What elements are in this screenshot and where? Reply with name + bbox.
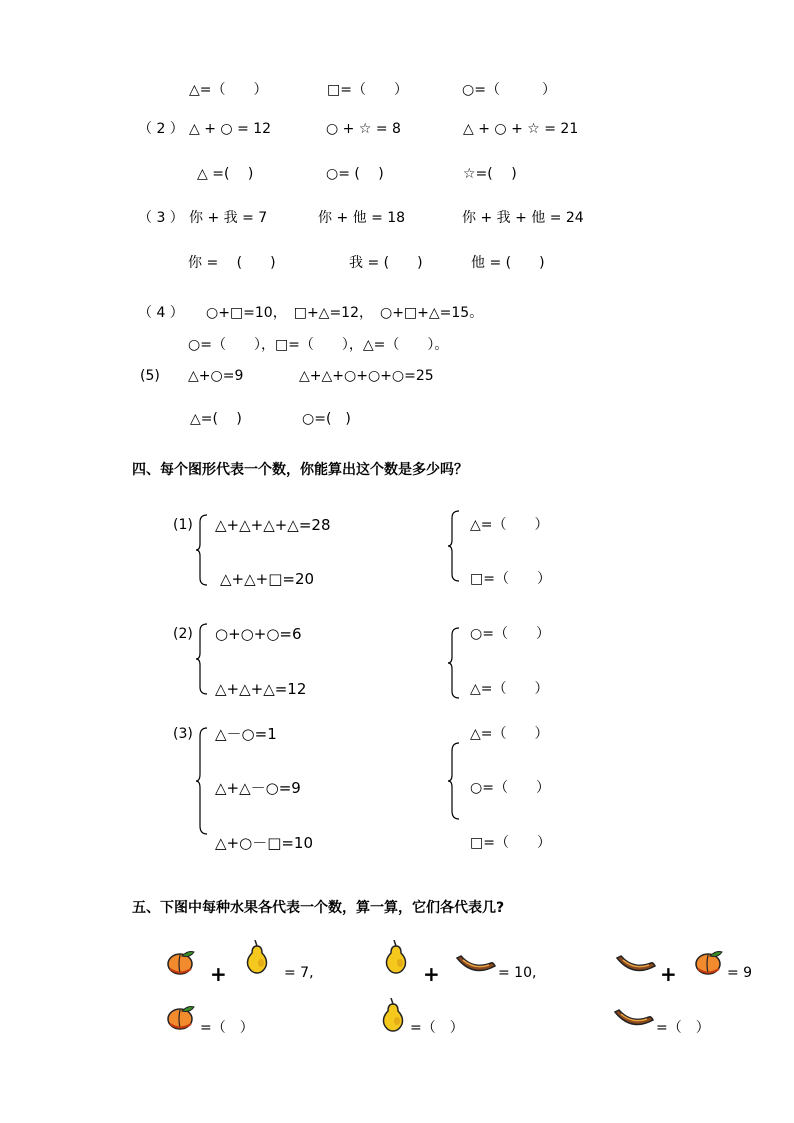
answer: ○=（ ） xyxy=(470,780,550,796)
section-heading-5: 五、下图中每种水果各代表一个数，算一算，它们各代表几? xyxy=(132,900,505,916)
plus-sign: + xyxy=(423,962,440,986)
brace-icon xyxy=(195,727,209,835)
answer: 我 = ( ) xyxy=(349,255,423,271)
answer: △=（ ） xyxy=(470,681,549,697)
brace-icon xyxy=(195,623,209,695)
brace-icon xyxy=(447,627,461,699)
equation: △+△+□=20 xyxy=(220,570,315,588)
answer: ○=（ ），□=（ ），△=（ ）。 xyxy=(188,337,449,353)
equation: △+△+○+○+○=25 xyxy=(299,368,434,384)
brace-icon xyxy=(195,514,209,586)
equation-result: = 9 xyxy=(727,965,753,981)
answer: ○=（ ） xyxy=(470,626,550,642)
equation: ○+○+○=6 xyxy=(215,625,302,643)
equation-result: = 10, xyxy=(498,965,537,981)
answer: △=( ) xyxy=(190,411,242,427)
answer: ☆=( ) xyxy=(463,166,517,182)
answer: △=（ ） xyxy=(470,517,549,533)
answer: □=（ ） xyxy=(470,571,551,587)
answer: △=（ ） xyxy=(470,726,549,742)
answer-triangle: △=（ ） xyxy=(189,82,268,98)
plus-sign: + xyxy=(210,962,227,986)
equation: △ + ○ = 12 xyxy=(189,121,272,137)
question-number: (2) xyxy=(173,626,193,642)
answer: △ =( ) xyxy=(197,166,254,182)
equation: ○+□=10， □+△=12， ○+□+△=15。 xyxy=(206,305,484,321)
answer: 你 = ( ) xyxy=(188,255,276,271)
problem-number: （ 2 ） xyxy=(138,121,184,137)
equation: 你 + 我 = 7 xyxy=(189,210,268,226)
answer: =（ ） xyxy=(410,1020,464,1036)
pear-icon xyxy=(383,940,409,974)
problem-number: （ 3 ） xyxy=(138,210,184,226)
equation: △+○=9 xyxy=(188,368,244,384)
answer-circle: ○=（ ） xyxy=(462,82,556,98)
plus-sign: + xyxy=(660,962,677,986)
equation: △+△+△=12 xyxy=(215,680,307,698)
peach-icon xyxy=(166,1005,196,1031)
brace-icon xyxy=(447,510,461,582)
equation: △+△－○=9 xyxy=(215,779,301,797)
answer-square: □=（ ） xyxy=(327,82,408,98)
banana-icon xyxy=(613,1008,655,1030)
answer: =（ ） xyxy=(200,1020,254,1036)
question-number: (3) xyxy=(173,726,193,742)
brace-icon xyxy=(447,742,461,820)
equation: △+△+△+△=28 xyxy=(215,516,331,534)
answer: 他 = ( ) xyxy=(471,255,545,271)
peach-icon xyxy=(694,950,724,976)
equation-result: = 7, xyxy=(284,965,314,981)
pear-icon xyxy=(380,998,406,1032)
problem-number: (5) xyxy=(140,368,160,384)
banana-icon xyxy=(455,954,497,976)
section-heading-4: 四、每个图形代表一个数，你能算出这个数是多少吗？ xyxy=(132,462,468,478)
equation: △－○=1 xyxy=(215,725,277,743)
answer: □=（ ） xyxy=(470,835,551,851)
equation: 你 + 我 + 他 = 24 xyxy=(462,210,584,226)
banana-icon xyxy=(615,954,657,976)
answer: ○=( ) xyxy=(302,411,351,427)
answer: ○= ( ) xyxy=(326,166,384,182)
equation: △ + ○ + ☆ = 21 xyxy=(463,121,579,137)
equation: 你 + 他 = 18 xyxy=(318,210,406,226)
equation: ○ + ☆ = 8 xyxy=(326,121,401,137)
answer: =（ ） xyxy=(656,1020,710,1036)
equation: △+○－□=10 xyxy=(215,834,314,852)
problem-number: （ 4 ） xyxy=(138,305,184,321)
peach-icon xyxy=(166,950,196,976)
pear-icon xyxy=(244,940,270,974)
question-number: (1) xyxy=(173,517,193,533)
